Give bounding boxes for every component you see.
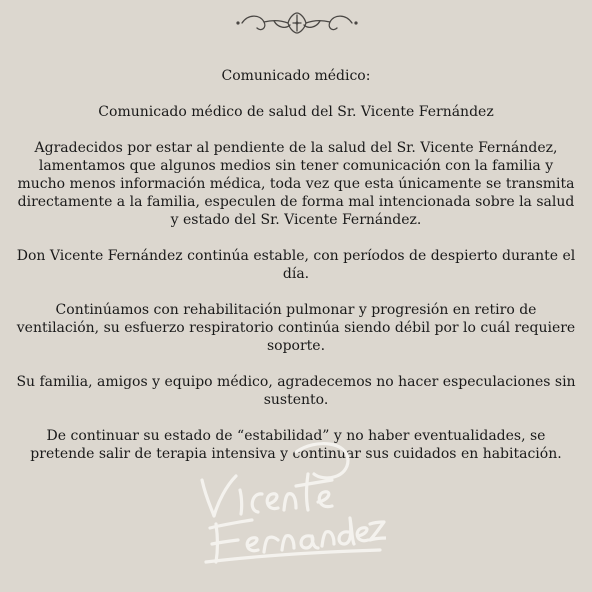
communique-body (16, 67, 576, 481)
signature-logo-icon (196, 438, 386, 566)
paragraph-statement: Agradecidos por estar al pendiente de la salud del Sr. Vicente Fernández, lamentamos que algunos medios sin tener comunicación con la familia y mucho menos información médica, toda vez que esta únicamente se transmita directamente a la familia, especulen de forma mal intencionada sobre la salud y estado del Sr. Vicente Fernández. (17, 140, 575, 228)
paragraph-request: Su familia, amigos y equipo médico, agradecemos no hacer especulaciones sin sustento. (16, 374, 576, 408)
document-title: Comunicado médico: (221, 68, 371, 84)
paragraph-outlook: De continuar su estado de “estabilidad” y no haber eventualidades, se pretende salir de terapia intensiva y continuar sus cuidados en habitación. (30, 428, 562, 462)
paragraph-treatment: Continúamos con rehabilitación pulmonar y progresión en retiro de ventilación, su esfuerzo respiratorio continúa siendo débil por lo cuál requiere soporte. (16, 302, 576, 354)
document-subtitle: Comunicado médico de salud del Sr. Vicente Fernández (98, 104, 494, 120)
flourish-ornament-icon (234, 8, 360, 38)
paragraph-status: Don Vicente Fernández continúa estable, con períodos de despierto durante el día. (16, 248, 576, 282)
